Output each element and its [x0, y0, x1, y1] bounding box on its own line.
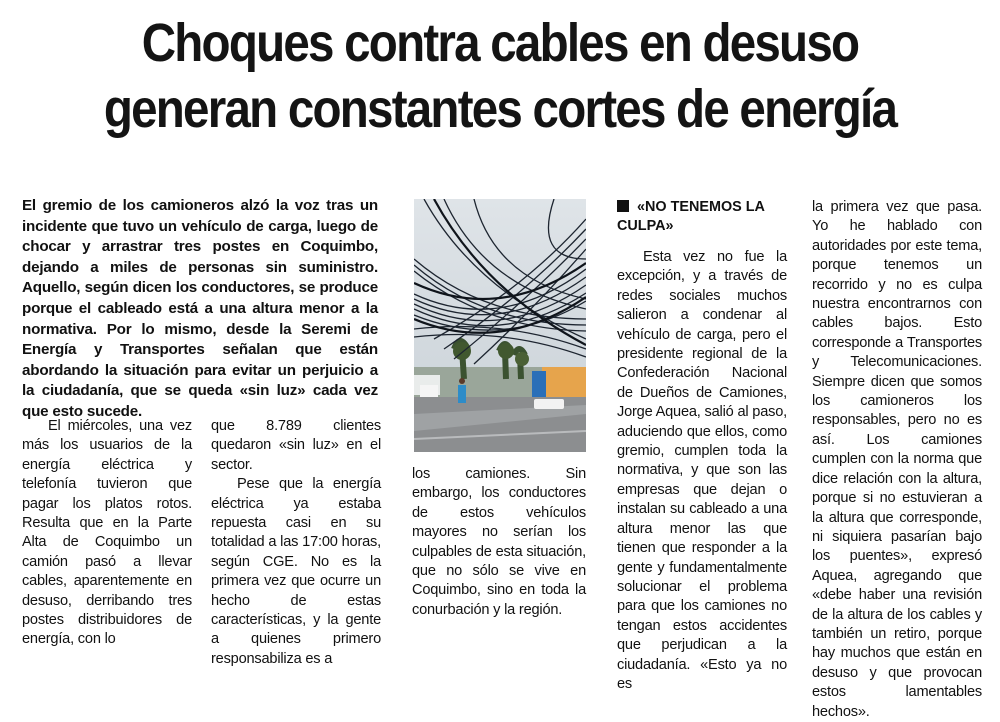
body-paragraph: los camiones. Sin embargo, los conductores de estos vehículos mayores no serían los culpables de esta situación, que no sólo se vive en Coquimbo, sino en toda la conurbación y la región. [412, 466, 586, 618]
body-paragraph: Pese que la energía eléctrica ya estaba repuesta casi en su totalidad a las 17:00 horas, según CGE. No es la primera vez que ocurre un hecho de estas características, y la gente a quienes primero responsabiliza es a [211, 476, 381, 667]
headline [60, 10, 940, 142]
subheading [617, 198, 787, 236]
body-column-1 [22, 417, 192, 650]
body-column-2 [211, 417, 381, 669]
body-paragraph: que 8.789 clientes quedaron «sin luz» en el sector. [211, 418, 381, 473]
headline-line-2: generan constantes cortes de energía [103, 79, 897, 139]
body-column-5 [812, 198, 982, 722]
body-paragraph: Esta vez no fue la excepción, y a través de redes sociales muchos salieron a condenar al vehículo de carga, pero el presidente regional de la Confederación Nacional de Dueños de Camiones, Jorge Aquea, salió al paso, aduciendo que ellos, como gremio, cumplen toda la normativa, y que son las empresas que dejan o instalan su cableado a una altura menor las que tienen que responder a la gente y fundamentalmente solucionar el problema para que los camiones no tengan estos accidentes que perjudican a la ciudadanía. «Esto ya no es [617, 249, 787, 692]
street-cables-photo [414, 199, 586, 452]
headline-line-1: Choques contra cables en desuso [141, 13, 859, 73]
square-bullet-icon [617, 200, 629, 212]
body-paragraph: El miércoles, una vez más los usuarios de la energía eléctrica y telefonía tuvieron que pagar los platos rotos. Resulta que en la Parte Alta de Coquimbo un camión pasó a llevar cables, aparentemente en desuso, derribando tres postes distribuidores de energía, con lo [22, 418, 192, 648]
body-column-3 [412, 465, 586, 620]
body-column-4 [617, 248, 787, 694]
body-paragraph: la primera vez que pasa. Yo he hablado con autoridades por este tema, porque tenemos un recorrido y no es culpa nuestra encontrarnos con cables bajos. Esto corresponde a Transportes y Telecomunicaciones. Siempre dicen que somos los camioneros los responsables, pero no es así. Los camiones cumplen con la norma que dice relación con la altura, porque si no estuvieran a la altura que corresponde, ni siquiera pasarían bajo los puentes», expresó Aquea, agregando que «debe haber una revisión de la altura de los cables y también un retiro, porque hay muchos que están en desuso y que provocan estos lamentables hechos». [812, 199, 982, 720]
lead-paragraph: El gremio de los camioneros alzó la voz tras un incidente que tuvo un vehículo de carga, luego de chocar y arrastrar tres postes en Coquimbo, dejando a miles de personas sin suministro. Aquello, según dicen los conductores, se produce porque el cableado está a una altura menor a la normativa. Por lo mismo, desde la Seremi de Energía y Transportes señalan que están abordando la situación para evitar un perjuicio a la ciudadanía, que se queda «sin luz» cada vez que esto sucede. [22, 197, 378, 420]
subheading-text: «NO TENEMOS LA CULPA» [617, 199, 765, 234]
